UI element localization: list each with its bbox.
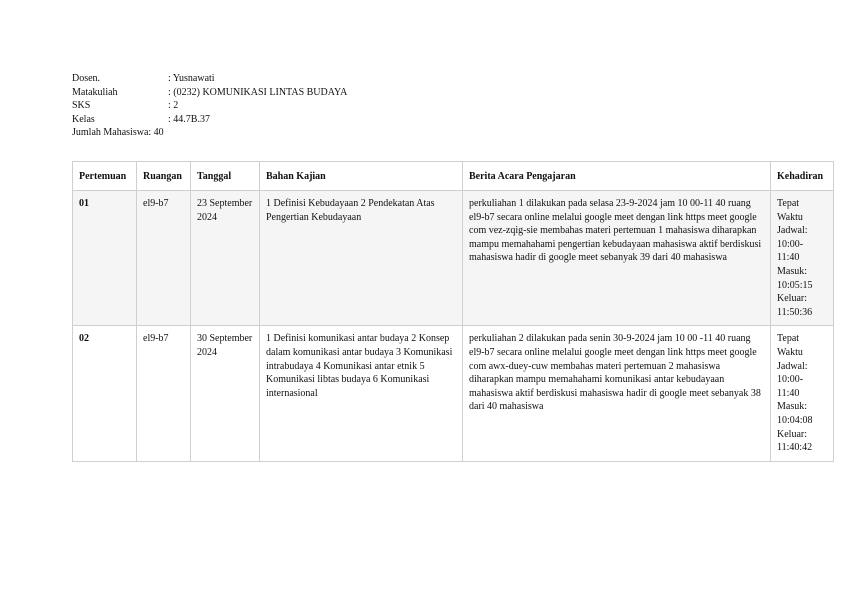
kehadiran-line: Tepat	[777, 333, 800, 345]
kehadiran-line: 10:05:15	[777, 279, 813, 291]
cell-bahan-kajian: 1 Definisi komunikasi antar budaya 2 Konsep dalam komunikasi antar budaya 3 Komunikasi intrabudaya 4 Komunikasi antar etnik 5 Komunikasi libtas budaya 6 Komunikasi internasional	[260, 326, 463, 461]
info-label: Matakuliah	[72, 86, 118, 98]
info-value: : Yusnawati	[168, 73, 215, 84]
column-header-bahan-kajian: Bahan Kajian	[260, 162, 463, 191]
info-row-jumlah-mahasiswa	[72, 126, 347, 140]
kehadiran-line: Masuk:	[777, 265, 807, 277]
table-row	[73, 326, 834, 461]
info-label: Dosen.	[72, 73, 101, 84]
cell-ruangan: el9-b7	[137, 191, 191, 326]
info-value: : (0232) KOMUNIKASI LINTAS BUDAYA	[168, 86, 348, 98]
kehadiran-line: Keluar:	[777, 428, 807, 440]
column-header-ruangan: Ruangan	[137, 162, 191, 191]
kehadiran-line: Waktu	[777, 346, 803, 358]
course-info	[72, 72, 347, 140]
cell-berita-acara: perkuliahan 1 dilakukan pada selasa 23-9-2024 jam 10 00-11 40 ruang el9-b7 secara online melalui google meet dengan link https meet google com vez-zqig-sie membahas materi pertemuan 1 mahasiswa diharapkan mampu memahahami pengertian kebudayaan mahasiswa aktif berdiskusi mahasiswa hadir di google meet sebanyak 39 dari 40 mahasiswa	[463, 191, 771, 326]
cell-tanggal: 23 September 2024	[191, 191, 260, 326]
cell-tanggal: 30 September 2024	[191, 326, 260, 461]
info-label: Kelas	[72, 113, 95, 125]
column-header-pertemuan: Pertemuan	[73, 162, 137, 191]
info-value: : 44.7B.37	[168, 113, 210, 125]
cell-ruangan: el9-b7	[137, 326, 191, 461]
kehadiran-line: 11:40:42	[777, 442, 813, 454]
kehadiran-line: 10:00-	[777, 374, 804, 386]
kehadiran-line: Waktu	[777, 211, 803, 223]
kehadiran-line: Tepat	[777, 198, 800, 209]
lecture-journal-table	[72, 161, 834, 462]
table-header-row	[73, 162, 834, 191]
kehadiran-line: Keluar:	[777, 293, 807, 305]
info-value: : 40	[148, 127, 164, 139]
table-row	[73, 191, 834, 326]
kehadiran-line: 11:40	[777, 387, 800, 399]
column-header-tanggal: Tanggal	[191, 162, 260, 191]
cell-kehadiran	[771, 191, 834, 326]
kehadiran-line: 10:00-	[777, 238, 804, 250]
kehadiran-line: 11:40	[777, 252, 800, 264]
cell-pertemuan: 01	[73, 191, 137, 326]
kehadiran-line: 10:04:08	[777, 414, 813, 426]
info-row-kelas	[72, 113, 347, 127]
info-label: Jumlah Mahasiswa	[72, 127, 149, 139]
column-header-berita-acara: Berita Acara Pengajaran	[463, 162, 771, 191]
kehadiran-line: Jadwal:	[777, 225, 808, 237]
column-header-kehadiran: Kehadiran	[771, 162, 834, 191]
kehadiran-line: 11:50:36	[777, 306, 813, 318]
info-row-matakuliah	[72, 86, 347, 100]
kehadiran-line: Jadwal:	[777, 360, 808, 372]
info-row-sks	[72, 99, 347, 113]
info-row-dosen	[72, 72, 347, 86]
info-label: SKS	[72, 100, 91, 112]
cell-berita-acara: perkuliahan 2 dilakukan pada senin 30-9-2024 jam 10 00 -11 40 ruang el9-b7 secara online melalui google meet dengan link https meet google com awx-duey-cuw membahas materi pertemuan 2 mahasiswa diharapkan mampu memahahami komunikasi antar kebudayaan mahasiswa aktif berdiskusi mahasiswa hadir di google meet sebanyak 38 dari 40 mahasiswa	[463, 326, 771, 461]
kehadiran-line: Masuk:	[777, 401, 807, 413]
cell-bahan-kajian: 1 Definisi Kebudayaan 2 Pendekatan Atas Pengertian Kebudayaan	[260, 191, 463, 326]
cell-pertemuan: 02	[73, 326, 137, 461]
cell-kehadiran	[771, 326, 834, 461]
info-value: : 2	[168, 100, 179, 112]
